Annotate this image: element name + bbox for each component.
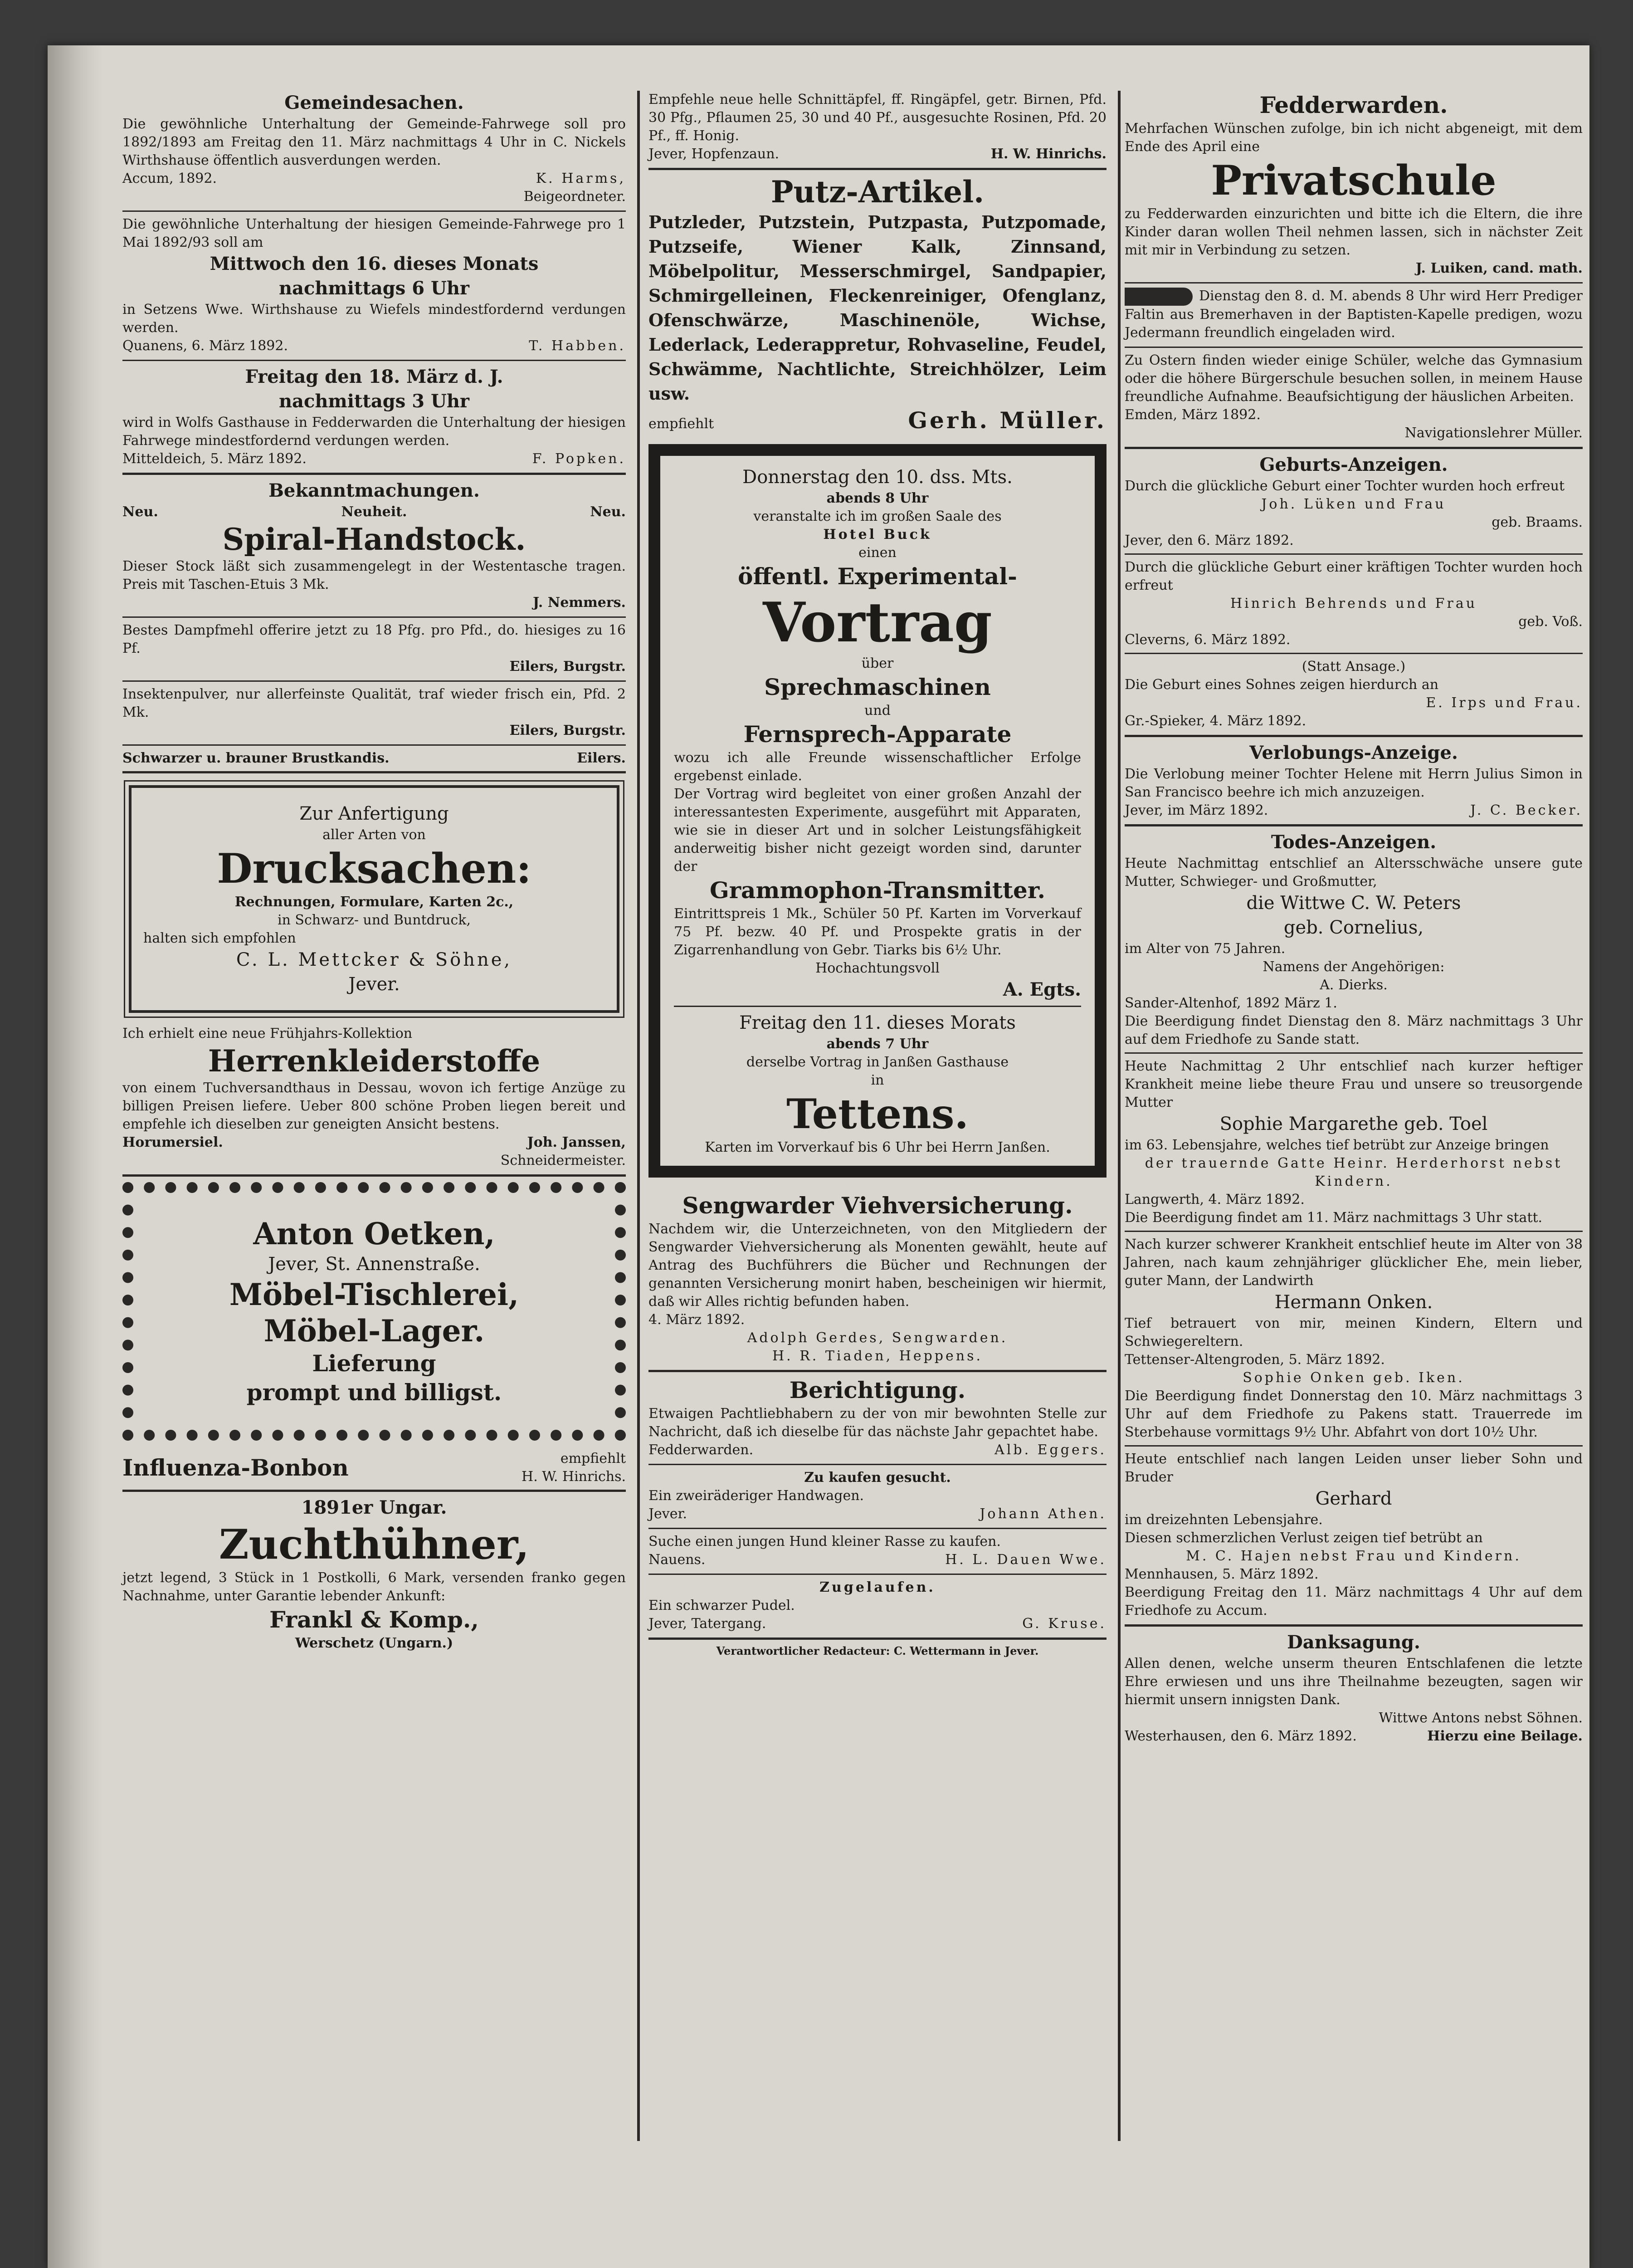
ad-place: Emden, März 1892. (1125, 407, 1261, 423)
notice-date: Tettenser-Altengroden, 5. März 1892. (1125, 1352, 1385, 1368)
column-rule-2 (1118, 91, 1121, 2141)
divider (122, 680, 626, 682)
ad-line: Zur Anfertigung (299, 803, 449, 824)
ad-date: Donnerstag den 10. dss. Mts. (742, 467, 1013, 488)
ad-line: prompt und billigst. (246, 1379, 502, 1406)
notice-place: Westerhausen, den 6. März 1892. (1125, 1728, 1357, 1744)
ad-footer (1125, 424, 1583, 442)
ad-footer (648, 1551, 1107, 1569)
ad-text2: zu Fedderwarden einzurichten und bitte ich die Eltern, die ihre Kinder daran wollen Theil nehmen lassen, sich in nächster Zeit mit mir in Verbindung zu setzen. (1125, 206, 1583, 258)
ad-privatschule (1125, 91, 1583, 278)
notice-text: Nach kurzer schwerer Krankheit entschlief heute im Alter von 38 Jahren, nach kaum zehnjähriger glücklicher Ehe, mein lieber, guter Mann, der Landwirth (1125, 1237, 1583, 1289)
ad-herrenkleiderstoffe (122, 1025, 626, 1170)
ad-footer2 (122, 1152, 626, 1170)
section-geburts-anzeigen (1125, 453, 1583, 730)
notice-text: Die Verlobung meiner Tochter Helene mit Herrn Julius Simon in San Francisco beehre ich mich anzuzeigen. (1125, 766, 1583, 800)
notice-name: E. Irps und Frau. (1426, 695, 1583, 711)
ad-text2: Der Vortrag wird begleitet von einer großen Anzahl der interessantesten Experimente, ausgeführt mit Apparaten, wie sie in dieser Art und in solcher Leistungsfähigkeit anderweitig bisher nicht gezeigt worden sind, darunter der (674, 786, 1081, 875)
notice-text: Durch die glückliche Geburt einer Tochter wurden hoch erfreut (1125, 478, 1565, 494)
notice-statt: (Statt Ansage.) (1302, 659, 1406, 675)
ad-time: abends 7 Uhr (826, 1036, 929, 1052)
ad-text: Suche einen jungen Hund kleiner Rasse zu kaufen. (648, 1534, 1001, 1549)
notice-text: im dreizehnten Lebensjahre. (1125, 1512, 1323, 1528)
ad-gemeinde-3 (122, 365, 626, 468)
ad-line: derselbe Vortrag in Janßen Gasthause (746, 1054, 1009, 1070)
ad-sign: Navigationslehrer Müller. (1404, 425, 1583, 441)
ad-place: Mitteldeich, 5. März 1892. (122, 451, 307, 467)
ad-address: Jever, St. Annenstraße. (268, 1254, 480, 1275)
ad-footer (648, 1505, 1107, 1523)
notice-text: im Alter von 75 Jahren. (1125, 941, 1286, 957)
ad-oetken (122, 1182, 626, 1441)
notice-text: Heute entschlief nach langen Leiden unser lieber Sohn und Bruder (1125, 1451, 1583, 1485)
ad-sign: Eilers, Burgstr. (509, 659, 626, 675)
ad-place: Fedderwarden. (648, 1442, 754, 1458)
ad-headline: Spiral-Handstock. (222, 522, 526, 557)
notice-date: Sander-Altenhof, 1892 März 1. (1125, 995, 1337, 1011)
ad-text: Dieser Stock läßt sich zusammengelegt in der Westentasche tragen. Preis mit Taschen-Etuis 3 Mk. (122, 558, 626, 592)
notice-sign: Sophie Onken geb. Iken. (1243, 1370, 1465, 1386)
section-verlobung (1125, 741, 1583, 820)
ad-text: wird in Wolfs Gasthause in Fedderwarden die Unterhaltung der hiesigen Fahrwege mindestfordernd verdungen werden. (122, 415, 626, 449)
ad-headline2: Möbel-Lager. (263, 1313, 485, 1349)
ad-hochachtung: Hochachtungsvoll (815, 960, 940, 976)
notice-footer (1125, 694, 1583, 712)
section-title: Gemeindesachen. (284, 92, 464, 113)
divider (648, 1574, 1107, 1575)
ad-sign: F. Popken. (532, 451, 626, 467)
divider (1125, 347, 1583, 348)
ad-footer (674, 978, 1081, 1002)
ad-firm: C. L. Mettcker & Söhne, (236, 949, 512, 970)
ad-headline: Möbel-Tischlerei, (229, 1277, 519, 1312)
notice-name: Hermann Onken. (1274, 1292, 1433, 1313)
divider (648, 1370, 1107, 1372)
ad-footer (122, 722, 626, 740)
ad-headline: Zu kaufen gesucht. (804, 1470, 951, 1486)
divider (1125, 824, 1583, 826)
ad-footer (1125, 259, 1583, 278)
notice-burial: Beerdigung Freitag den 11. März nachmittags 4 Uhr auf dem Friedhofe zu Accum. (1125, 1584, 1583, 1618)
divider (1125, 553, 1583, 555)
ad-date: Freitag den 11. dieses Morats (739, 1012, 1016, 1033)
ad-insektenpulver (122, 685, 626, 740)
notice-burial: Die Beerdigung findet Donnerstag den 10. März nachmittags 3 Uhr auf dem Friedhofe zu Pakens statt. Trauerrede im Sterbehause vormittags 9½ Uhr. Abfahrt von dort 10½ Uhr. (1125, 1388, 1583, 1440)
ad-footer2 (122, 188, 626, 206)
ad-headline: Influenza-Bonbon (122, 1454, 349, 1481)
ad-place: Quanens, 6. März 1892. (122, 338, 288, 354)
ad-text: Karten im Vorverkauf bis 6 Uhr bei Herrn Janßen. (705, 1139, 1050, 1155)
ad-zugelaufen (648, 1579, 1107, 1633)
divider (122, 1490, 626, 1492)
divider (122, 771, 626, 773)
ad-footer (122, 594, 626, 612)
ad-neu-row (122, 503, 626, 521)
notice-text: Diesen schmerzlichen Verlust zeigen tief betrübt an (1125, 1530, 1483, 1546)
notice-name: Hinrich Behrends und Frau (1230, 596, 1477, 611)
ad-line: über (861, 655, 894, 671)
notice-sign: M. C. Hajen nebst Frau und Kindern. (1186, 1548, 1521, 1564)
ad-place: Jever. (348, 974, 400, 995)
ad-date: Freitag den 18. März d. J. (245, 366, 503, 387)
notice-name2: geb. Cornelius, (1283, 917, 1424, 938)
ad-subject: Sprechmaschinen (764, 674, 991, 700)
ad-intro: Ich erhielt eine neue Frühjahrs-Kollektion (122, 1026, 413, 1041)
ad-zuchthuehner (122, 1496, 626, 1652)
ad-place: Horumersiel. (122, 1134, 223, 1150)
notice-sign: der trauernde Gatte Heinr. Herderhorst nebst Kindern. (1145, 1155, 1563, 1189)
ad-sign: H. L. Dauen Wwe. (945, 1552, 1107, 1568)
notice-sign: A. Dierks. (1320, 977, 1388, 993)
ad-sign2: Schneidermeister. (500, 1153, 626, 1168)
ad-name: Anton Oetken, (253, 1216, 495, 1251)
ad-text: Ein schwarzer Pudel. (648, 1598, 795, 1613)
ad-footer (122, 1134, 626, 1152)
ad-date: Mittwoch den 16. dieses Monats (210, 253, 539, 274)
ad-sign-group (522, 1450, 626, 1486)
ad-influenza (122, 1450, 626, 1486)
ad-ostern-schueler (1125, 352, 1583, 442)
ad-text: Die gewöhnliche Unterhaltung der hiesigen Gemeinde-Fahrwege pro 1 Mai 1892/93 soll am (122, 216, 626, 250)
ad-zu-kaufen (648, 1469, 1107, 1523)
ad-text: Zu Ostern finden wieder einige Schüler, welche das Gymnasium oder die höhere Bürgerschule besuchen sollen, in meinem Hause freundliche Aufnahme. Beaufsichtigung der häuslichen Arbeiten. (1125, 352, 1583, 405)
ad-gemeinde-2 (122, 215, 626, 355)
divider (1125, 1231, 1583, 1232)
ad-footer (122, 450, 626, 468)
ad-line: halten sich empfohlen (143, 930, 296, 946)
ad-big: Privatschule (1211, 156, 1497, 205)
notice-name: Gerhard (1315, 1488, 1392, 1509)
ad-headline: Berichtigung. (789, 1377, 966, 1403)
ad-headline: Drucksachen: (217, 845, 531, 893)
ad-line: aller Arten von (322, 827, 426, 843)
ad-text: von einem Tuchversandthaus in Dessau, wovon ich fertige Anzüge zu billigen Preisen liefere. Ueber 800 schöne Proben liegen bereit und empfehle ich dieselben zur geneigten Ansicht bestens. (122, 1080, 626, 1132)
ad-dampfmehl (122, 621, 626, 676)
notice-burial: Die Beerdigung findet Dienstag den 8. März nachmittags 3 Uhr auf dem Friedhofe zu Sande statt. (1125, 1013, 1583, 1047)
neu-label: Neu. (590, 504, 626, 520)
ad-gemeindesachen (122, 91, 626, 206)
notice-footer2 (1125, 1727, 1583, 1745)
ad-text: jetzt legend, 3 Stück in 1 Postkolli, 6 Mark, versenden franko gegen Nachnahme, unter Garantie lebender Ankunft: (122, 1570, 626, 1604)
notice-text: Allen denen, welche unserm theuren Entschlafenen die letzte Ehre erwiesen und uns ihre Theilnahme bezeugten, sagen wir hiermit unsern innigsten Dank. (1125, 1656, 1583, 1708)
ad-place: Nauens. (648, 1552, 706, 1568)
ad-emp: empfiehlt (560, 1451, 626, 1466)
neuheit-label: Neuheit. (341, 504, 407, 520)
divider (648, 1464, 1107, 1465)
ad-sign2: H. R. Tiaden, Heppens. (772, 1348, 983, 1364)
notice-sign-label: Namens der Angehörigen: (1263, 959, 1445, 975)
neu-label: Neu. (122, 504, 158, 520)
page-binding-edge (48, 45, 102, 2268)
divider (1125, 735, 1583, 737)
ad-sengwarder (648, 1191, 1107, 1365)
notice-name: die Wittwe C. W. Peters (1246, 893, 1461, 914)
ad-sign: Joh. Janssen, (527, 1134, 626, 1150)
ad-prices: Eintrittspreis 1 Mk., Schüler 50 Pf. Karten im Vorverkauf 75 Pf. bezw. 40 Pf. und Prospekte gratis in der Zigarrenhandlung von Gebr. Tiarks bis 6½ Uhr. (674, 906, 1081, 958)
ad-footer (648, 1615, 1107, 1633)
ad-sign: G. Kruse. (1022, 1616, 1107, 1632)
notice-name2: geb. Voß. (1518, 614, 1583, 630)
ad-hinrichs (648, 91, 1107, 163)
notice-date: Cleverns, 6. März 1892. (1125, 632, 1291, 648)
notice-text: im 63. Lebensjahre, welches tief betrübt zur Anzeige bringen (1125, 1137, 1549, 1153)
ad-date: 4. März 1892. (648, 1312, 745, 1328)
ad-text: Dienstag den 8. d. M. abends 8 Uhr wird Herr Prediger Faltin aus Bremerhaven in der Baptisten-Kapelle predigen, wozu Jedermann freundlich eingeladen wird. (1125, 288, 1583, 341)
ad-footer (122, 337, 626, 355)
ad-sign: K. Harms, (536, 171, 626, 186)
ad-top: 1891er Ungar. (301, 1497, 447, 1518)
ad-place: Jever, Tatergang. (648, 1616, 766, 1632)
ad-firm: Frankl & Komp., (269, 1606, 479, 1633)
ad-sign: Adolph Gerdes, Sengwarden. (747, 1330, 1008, 1346)
ad-hund (648, 1533, 1107, 1569)
ad-text: Empfehle neue helle Schnittäpfel, ff. Ringäpfel, getr. Birnen, Pfd. 30 Pfg., Pflaumen 25, 30 und 40 Pf., ausgesuchte Rosinen, Pfd. 20 Pf., ff. Honig. (648, 92, 1107, 144)
ad-sign: Eilers. (577, 750, 626, 766)
ad-headline: Zugelaufen. (819, 1579, 936, 1595)
divider (1125, 1624, 1583, 1627)
ad-line: Rechnungen, Formulare, Karten 2c., (234, 894, 514, 910)
notice-text: Durch die glückliche Geburt einer kräftigen Tochter wurden hoch erfreut (1125, 559, 1583, 593)
notice-date: Langwerth, 4. März 1892. (1125, 1192, 1305, 1207)
notice-date: Gr.-Spieker, 4. März 1892. (1125, 713, 1306, 729)
ad-headline: Herrenkleiderstoffe (208, 1043, 541, 1079)
ad-sign2: Beigeordneter. (523, 189, 626, 205)
notice-burial: Die Beerdigung findet am 11. März nachmittags 3 Uhr statt. (1125, 1210, 1543, 1226)
section-danksagung (1125, 1630, 1583, 1745)
ad-text: Putzleder, Putzstein, Putzpasta, Putzpomade, Putzseife, Wiener Kalk, Zinnsand, Möbelpolitur, Messerschmirgel, Sandpapier, Schmirgelleinen, Fleckenreiniger, Ofenglanz, Ofenschwärze, Maschinenöle, Wichse, Lederlack, Lederappretur, Rohvaseline, Feudel, Schwämme, Nachtlichte, Streichhölzer, Leim usw. (648, 212, 1107, 404)
divider (1125, 1052, 1583, 1054)
pointing-hand-icon (1125, 288, 1193, 306)
ad-footer (122, 170, 626, 188)
ad-text: wozu ich alle Freunde wissenschaftlicher Erfolge ergebenst einlade. (674, 750, 1081, 784)
ad-sign: J. Luiken, cand. math. (1415, 260, 1583, 276)
ad-vortrag (648, 444, 1107, 1178)
divider (1125, 447, 1583, 449)
beilage-note: Hierzu eine Beilage. (1427, 1728, 1583, 1744)
column-rule-1 (637, 91, 640, 2141)
divider (1125, 1445, 1583, 1447)
ad-sign: Gerh. Müller. (908, 407, 1107, 434)
ad-text: Etwaigen Pachtliebhabern zu der von mir bewohnten Stelle zur Nachricht, daß ich dieselbe für das nächste Jahr gepachtet habe. (648, 1406, 1107, 1440)
ad-footer (648, 406, 1107, 435)
ad-sign: A. Egts. (1003, 979, 1081, 1000)
ad-line: und (864, 703, 891, 719)
ad-headline: Zuchthühner, (219, 1520, 530, 1569)
ad-footer (122, 658, 626, 676)
ad-sign: Eilers, Burgstr. (509, 723, 626, 738)
notice-name2: geb. Braams. (1492, 514, 1583, 530)
ad-footer (648, 145, 1107, 163)
divider (1125, 282, 1583, 284)
notice-name: Joh. Lüken und Frau (1261, 496, 1446, 512)
ad-text: Insektenpulver, nur allerfeinste Qualität, traf wieder frisch ein, Pfd. 2 Mk. (122, 686, 626, 720)
ad-time: nachmittags 3 Uhr (278, 391, 470, 412)
ad-text: Mehrfachen Wünschen zufolge, bin ich nicht abgeneigt, mit dem Ende des April eine (1125, 121, 1583, 155)
ad-text: Die gewöhnliche Unterhaltung der Gemeinde-Fahrwege soll pro 1892/1893 am Freitag den 11. März nachmittags 4 Uhr in C. Nickels Wirthshause öffentlich ausverdungen werden. (122, 116, 626, 168)
notice-name: Sophie Margarethe geb. Toel (1219, 1114, 1488, 1134)
ad-dienstag-predigt (1125, 287, 1583, 342)
ad-place: Werschetz (Ungarn.) (295, 1635, 453, 1651)
column-left (122, 91, 626, 1657)
ad-headline: Putz-Artikel. (770, 174, 985, 210)
ad-line: in Schwarz- und Buntdruck, (277, 912, 471, 928)
divider (648, 1637, 1107, 1640)
ad-town: Tettens. (786, 1090, 969, 1138)
imprint: Verantwortlicher Redacteur: C. Wettermann in Jever. (716, 1644, 1039, 1657)
ad-place: Accum, 1892. (122, 171, 217, 186)
divider (1125, 653, 1583, 654)
section-title: Danksagung. (1287, 1632, 1420, 1653)
divider (648, 168, 1107, 170)
column-middle (648, 91, 1107, 1659)
ad-text: Schwarzer u. brauner Brustkandis. (122, 750, 390, 766)
ad-sign: H. W. Hinrichs. (990, 146, 1107, 162)
notice-text: Heute Nachmittag entschlief an Altersschwäche unsere gute Mutter, Schwieger- und Großmutter, (1125, 855, 1583, 890)
ad-line: einen (858, 545, 897, 561)
notice-text: Die Geburt eines Sohnes zeigen hierdurch an (1125, 677, 1439, 693)
notice-date: Mennhausen, 5. März 1892. (1125, 1566, 1319, 1582)
ad-sign: Alb. Eggers. (994, 1442, 1107, 1458)
divider (674, 1006, 1081, 1007)
ad-subject2: Fernsprech-Apparate (743, 721, 1012, 748)
ad-line: Lieferung (312, 1350, 436, 1377)
ad-text: Bestes Dampfmehl offerire jetzt zu 18 Pfg. pro Pfd., do. hiesiges zu 16 Pf. (122, 622, 626, 656)
notice-text: Heute Nachmittag 2 Uhr entschlief nach kurzer heftiger Krankheit meine liebe theure Frau und unsere so treusorgende Mutter (1125, 1058, 1583, 1110)
ad-drucksachen (129, 785, 619, 1013)
ad-footer (648, 1441, 1107, 1459)
section-title: Geburts-Anzeigen. (1259, 454, 1448, 475)
ad-sign: T. Habben. (529, 338, 626, 354)
notice-text: Tief betrauert von mir, meinen Kindern, Eltern und Schwiegereltern. (1125, 1315, 1583, 1349)
section-title: Verlobungs-Anzeige. (1249, 742, 1458, 763)
ad-text2: in Setzens Wwe. Wirthshause zu Wiefels mindestfordernd verdungen werden. (122, 302, 626, 336)
ad-headline: Sengwarder Viehversicherung. (682, 1192, 1073, 1219)
section-title: Bekanntmachungen. (268, 480, 480, 501)
notice-footer (1125, 1709, 1583, 1727)
ad-time: abends 8 Uhr (826, 490, 929, 506)
ad-line: veranstalte ich im großen Saale des (753, 508, 1002, 524)
ad-putz-artikel (648, 174, 1107, 435)
divider (648, 1528, 1107, 1529)
section-title: Todes-Anzeigen. (1271, 831, 1437, 853)
divider (122, 473, 626, 475)
notice-footer (1125, 802, 1583, 820)
divider (122, 210, 626, 212)
ad-venue: Hotel Buck (823, 527, 932, 543)
ad-time: nachmittags 6 Uhr (278, 278, 470, 299)
notice-place: Jever, im März 1892. (1125, 802, 1268, 818)
ad-grammophon: Grammophon-Transmitter. (710, 877, 1045, 904)
divider (122, 360, 626, 361)
divider (122, 744, 626, 746)
ad-line: in (871, 1072, 884, 1088)
ad-sign: Johann Athen. (980, 1506, 1107, 1522)
notice-footer (1125, 613, 1583, 631)
ad-sign: H. W. Hinrichs. (522, 1469, 626, 1485)
ad-berichtigung (648, 1376, 1107, 1459)
divider (122, 1174, 626, 1177)
column-right (1125, 91, 1583, 1750)
ad-place: Jever. (648, 1506, 687, 1522)
notice-footer (1125, 513, 1583, 532)
ad-emp: empfiehlt (648, 416, 714, 432)
ad-line: öffentl. Experimental- (738, 563, 1017, 590)
notice-date: Jever, den 6. März 1892. (1125, 533, 1294, 548)
ad-text: Nachdem wir, die Unterzeichneten, von den Mitgliedern der Sengwarder Viehversicherung als Monenten gewählt, heute auf Antrag des Buchführers die Bücher und Rechnungen der genannten Versicherung monirt haben, bescheinigen wir hiermit, daß wir Alles richtig befunden haben. (648, 1221, 1107, 1310)
ad-place: Jever, Hopfenzaun. (648, 146, 780, 162)
ad-headline: Vortrag (763, 591, 992, 655)
divider (122, 616, 626, 618)
ad-sign: J. Nemmers. (533, 595, 626, 611)
ad-headline: Fedderwarden. (1259, 92, 1448, 118)
section-todes-anzeigen (1125, 830, 1583, 1620)
notice-sign: J. C. Becker. (1470, 802, 1583, 818)
ad-spiral-handstock (122, 479, 626, 612)
ad-text: Ein zweiräderiger Handwagen. (648, 1488, 864, 1504)
ad-brustkandis (122, 749, 626, 767)
notice-sign: Wittwe Antons nebst Söhnen. (1379, 1710, 1583, 1726)
